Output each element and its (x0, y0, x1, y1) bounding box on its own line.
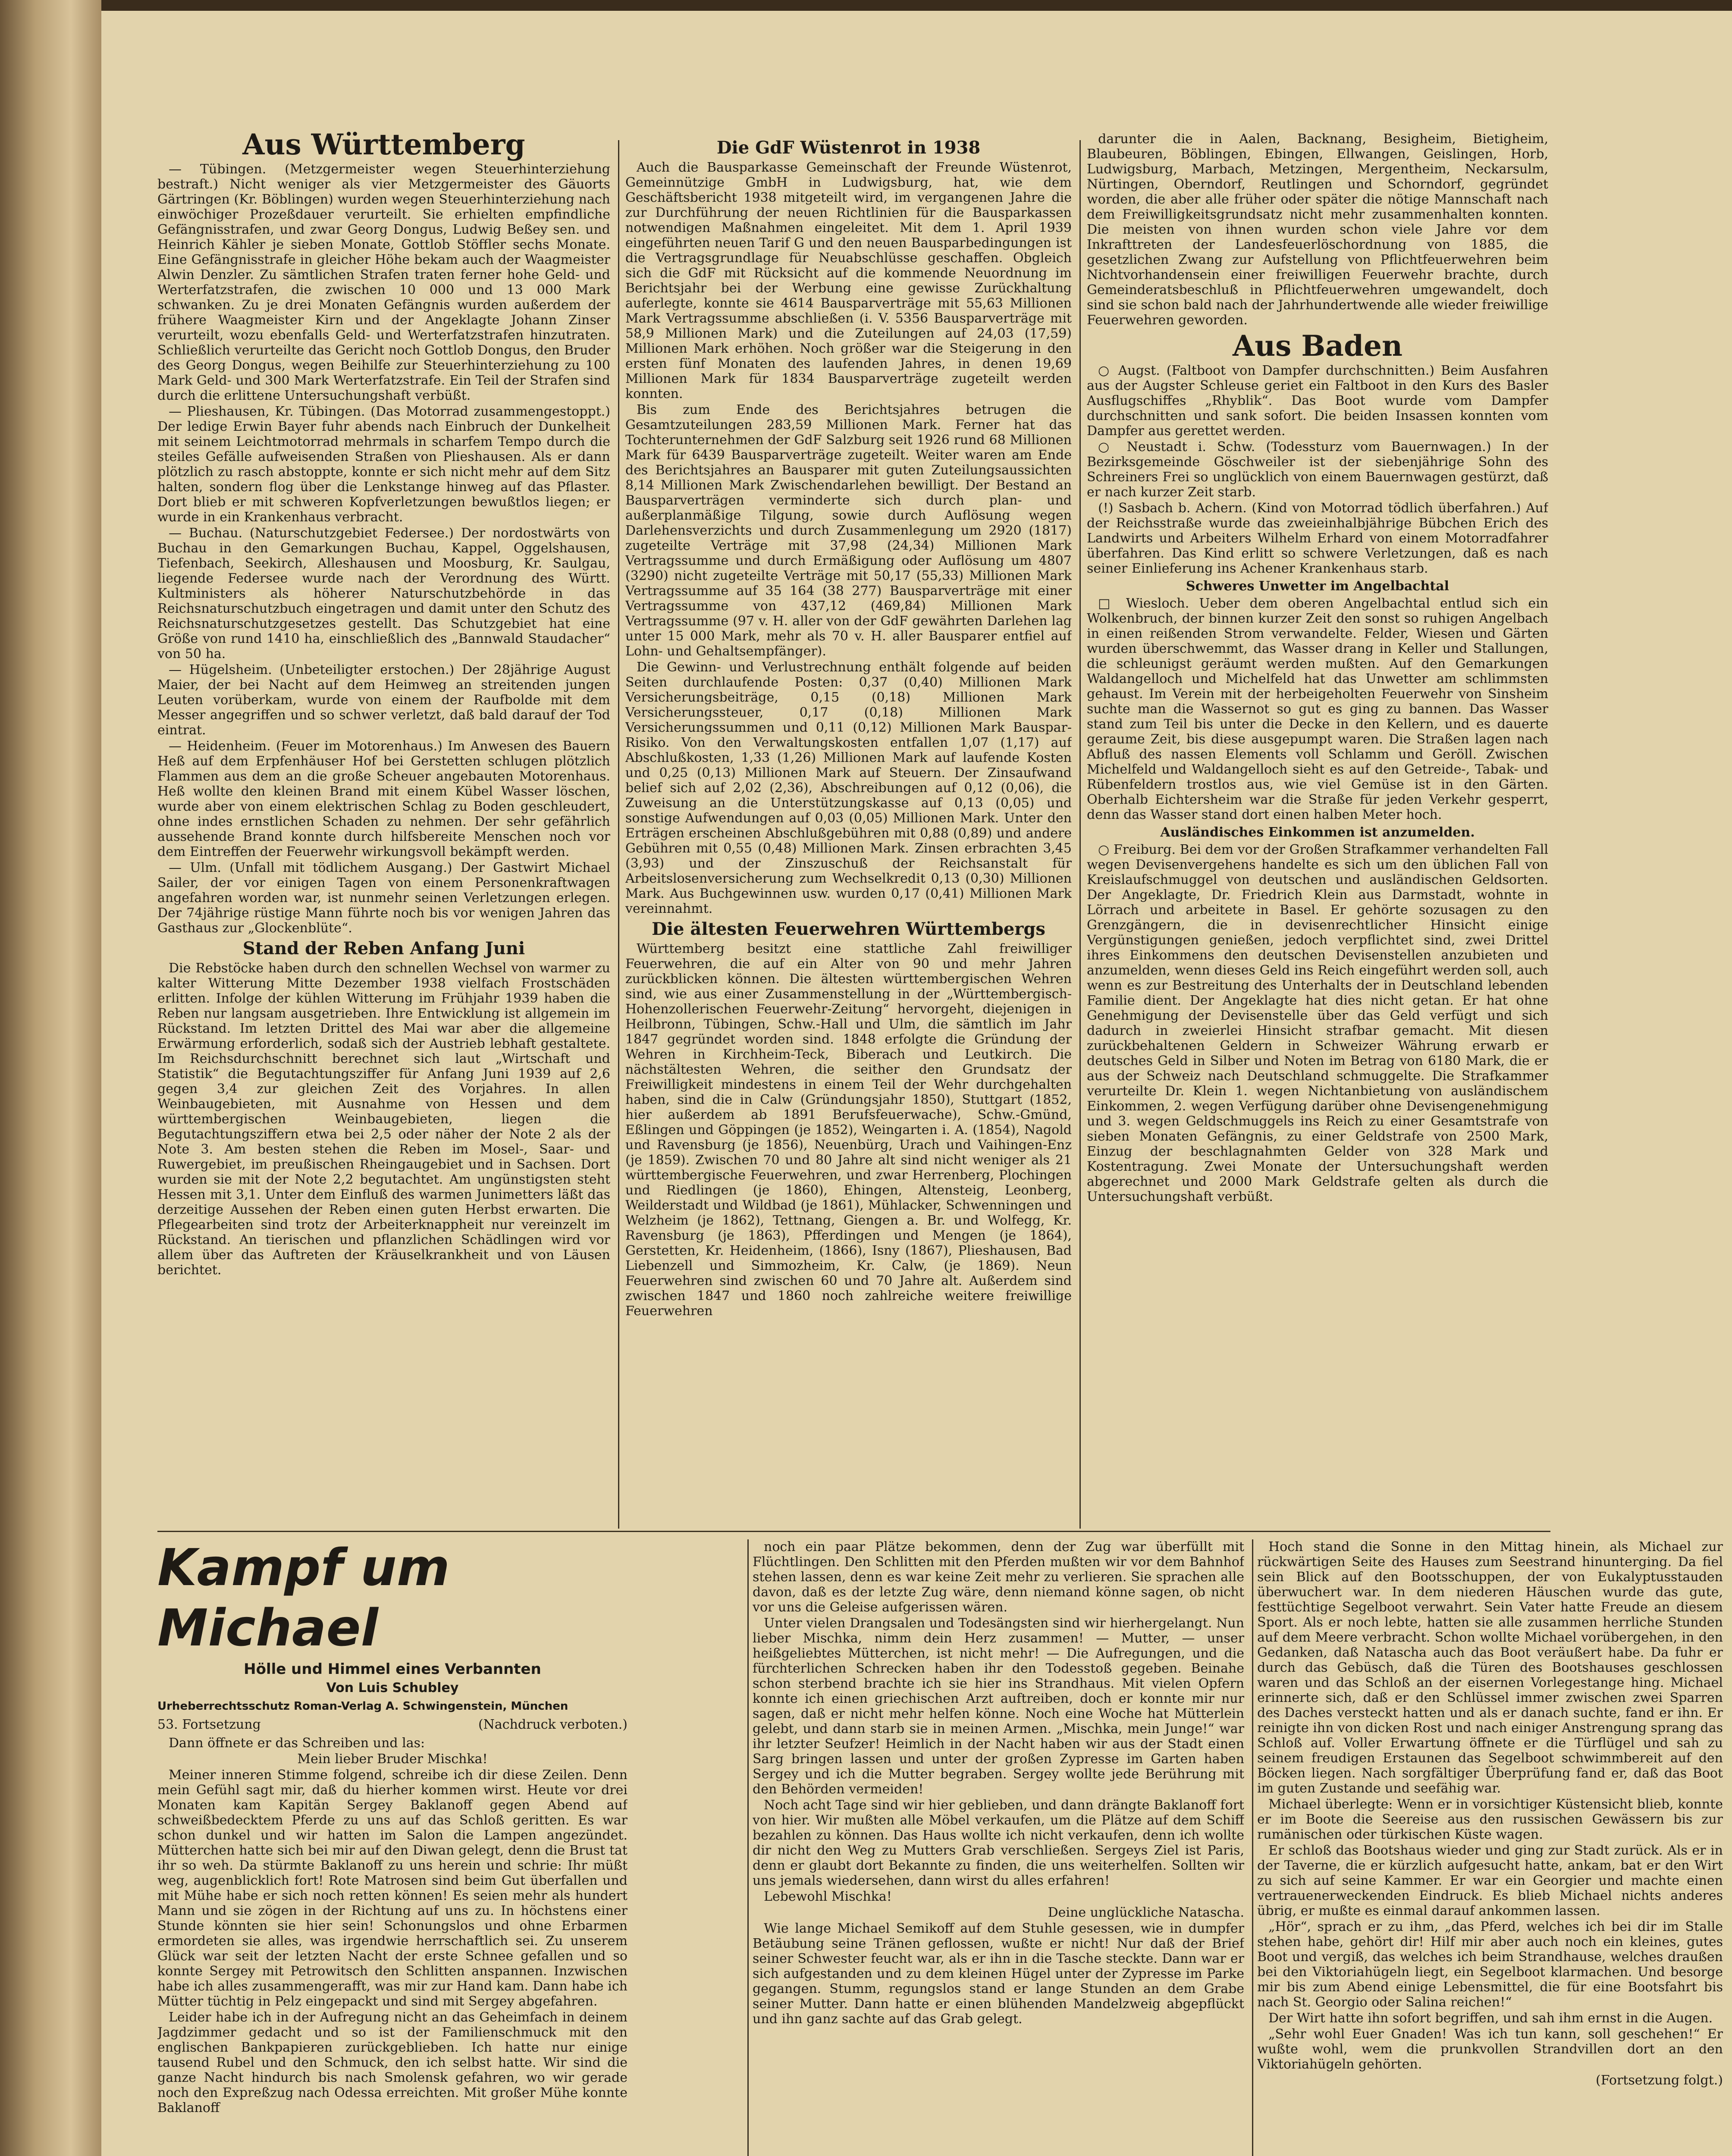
column-wuestenrot (625, 136, 1072, 1524)
article-title: Ausländisches Einkommen ist anzumelden. (1160, 825, 1475, 840)
installment-number: 53. Fortsetzung (157, 1717, 261, 1732)
serial-paragraph: Wie lange Michael Semikoff auf dem Stuhle gesessen, wie in dumpfer Betäubung seine Tränen geflossen, wußte er nicht! Nur daß der Brief seiner Schwester feucht war, als er ihn in die Tasche steckte. Dann war er sich aufgestanden und zu dem kleinen Hügel unter der Zypresse im Parke gegangen. Stumm, regungslos stand er lange Stunden an dem Grabe seiner Mutter. Dann hatte er einen blühenden Mandelzweig abgepflückt und ihn ganz sachte auf das Grab gelegt. (753, 1921, 1244, 2027)
article: — Plieshausen, Kr. Tübingen. (Das Motorrad zusammengestoppt.) Der ledige Erwin Bayer fuhr abends nach Einbruch der Dunkelheit mit seinem Leichtmotorrad mehrmals in scharfem Tempo durch die steiles Gefälle aufweisenden Straßen von Plieshausen. Als er dann plötzlich zu rasch abstoppte, konnte er sich nicht mehr auf dem Sitz halten, sondern flog über die Lenkstange hinweg auf das Pflaster. Dort blieb er mit schweren Kopfverletzungen bewußtlos liegen; er wurde in ein Krankenhaus verbracht. (157, 404, 610, 525)
article: — Ulm. (Unfall mit tödlichem Ausgang.) Der Gastwirt Michael Sailer, der vor einigen Tagen von einem Personenkraftwagen angefahren worden war, ist nunmehr seinen Verletzungen erlegen. Der 74jährige rüstige Mann führte noch bis vor wenigen Jahren das Gasthaus zur „Glockenblüte“. (157, 860, 610, 936)
article: (!) Sasbach b. Achern. (Kind von Motorrad tödlich überfahren.) Auf der Reichsstraße wurde das zweieinhalbjährige Bübchen Erich des Landwirts und Arbeiters Wilhelm Erhard von einem Motorradfahrer überfahren. Das Kind erlitt so schwere Verletzungen, daß es nach seiner Einlieferung ins Achener Krankenhaus starb. (1087, 501, 1548, 576)
article-title: Stand der Reben Anfang Juni (242, 938, 525, 959)
reprint-notice: (Nachdruck verboten.) (478, 1717, 628, 1732)
section-title: Aus Württemberg (242, 128, 525, 161)
serial-paragraph: Michael überlegte: Wenn er in vorsichtiger Küstensicht blieb, konnte er im Boote die Seereise aus den russischen Gewässern bis zur rumänischen oder türkischen Küste wagen. (1257, 1797, 1723, 1842)
article: Bis zum Ende des Berichtsjahres betrugen die Gesamtzuteilungen 283,59 Millionen Mark. Ferner hat das Tochterunternehmen der GdF Salzburg seit 1926 rund 68 Millionen Mark für 6439 Bausparverträge zugeteilt. Weiter waren am Ende des Berichtsjahres an Bausparer mit guten Zuteilungsaussichten 8,14 Millionen Mark Zwischendarlehen bewilligt. Der Bestand an Bausparverträgen verminderte sich durch plan- und außerplanmäßige Tilgung, sowie durch Auflösung wegen Darlehensverzichts und durch Zusammenlegung um 2920 (1817) zugeteilte Verträge mit 37,98 (24,34) Millionen Mark Vertragssumme und durch Ermäßigung oder Auflösung um 4807 (3290) nicht zugeteilte Verträge mit 50,17 (55,33) Millionen Mark Vertragssumme auf 35 164 (38 277) Bausparverträge mit einer Vertragssumme von 437,12 (469,84) Millionen Mark Vertragssumme (97 v. H. aller von der GdF gewährten Darlehen lag unter 15 000 Mark, mehr als 70 v. H. aller Bausparer entfiel auf Lohn- und Gehaltsempfänger). (625, 402, 1072, 659)
column-rule (618, 140, 619, 1529)
letter-signature: Deine unglückliche Natascha. (1048, 1905, 1244, 1920)
article-title: Die GdF Wüstenrot in 1938 (716, 138, 981, 158)
article-title: Schweres Unwetter im Angelbachtal (1186, 579, 1450, 594)
serial-paragraph: „Sehr wohl Euer Gnaden! Was ich tun kann, soll geschehen!“ Er wußte wohl, wem die prunkvollen Strandvillen dort an den Viktoriahügeln gehörten. (1257, 2027, 1723, 2072)
serial-author: Von Luis Schubley (326, 1680, 459, 1695)
column-rule (1079, 140, 1081, 1529)
column-rule (747, 1539, 749, 2156)
section-title: Aus Baden (1232, 329, 1403, 363)
serial-title: Kampf um Michael (157, 1538, 450, 1658)
serial-paragraph: „Hör“, sprach er zu ihm, „das Pferd, welches ich bei dir im Stalle stehen habe, gehört dir! Hilf mir aber auch noch ein kleines, gutes Boot und vergiß, das welches ich beim Strandhause, welches draußen bei den Viktoriahügeln liegt, ein Segelboot klarmachen. Und besorge mir bis zum Abend einige Lebensmittel, die für eine Bootsfahrt bis nach St. Georgio oder Salina reichen!“ (1257, 1919, 1723, 2010)
article: — Heidenheim. (Feuer im Motorenhaus.) Im Anwesen des Bauern Heß auf dem Erpfenhäuser Hof bei Gerstetten schlugen plötzlich Flammen aus dem an die große Scheuer angebauten Motorenhaus. Heß wollte den kleinen Brand mit einem Kübel Wasser löschen, wurde aber von einem elektrischen Schlag zu Boden geschleudert, ohne indes ernstlichen Schaden zu nehmen. Der sehr gefährlich aussehende Brand konnte durch hilfsbereite Menschen noch vor dem Eintreffen der Feuerwehr wirkungsvoll bekämpft werden. (157, 739, 610, 859)
article: ○ Augst. (Faltboot von Dampfer durchschnitten.) Beim Ausfahren aus der Augster Schleuse geriet ein Faltboot in den Kurs des Basler Ausflugschiffes „Rhyblik“. Das Boot wurde vom Dampfer durchschnitten und sank sofort. Die beiden Insassen konnten vom Dampfer aus gerettet werden. (1087, 363, 1548, 439)
section-divider (157, 1531, 1550, 1532)
article: □ Wiesloch. Ueber dem oberen Angelbachtal entlud sich ein Wolkenbruch, der binnen kurzer Zeit den sonst so ruhigen Angelbach in einen reißenden Strom verwandelte. Felder, Wiesen und Gärten wurden überschwemmt, das Wasser drang in Keller und Stallungen, die schleunigst geräumt werden mußten. Auf den Gemarkungen Waldangelloch und Michelfeld hat das Unwetter am schlimmsten gehaust. Im Verein mit der herbeigeholten Feuerwehr von Sinsheim suchte man die Wassernot so gut es ging zu bannen. Das Wasser stand zum Teil bis unter die Decke in den Kellern, und es dauerte geraume Zeit, bis diese ausgepumpt waren. Die Straßen lagen nach Abfluß des nassen Elements voll Schlamm und Geröll. Zwischen Michelfeld und Waldangelloch sieht es auf den Getreide-, Tabak- und Rübenfeldern trostlos aus, wie viel Gemüse ist in den Gärten. Oberhalb Eichtersheim war die Straße für jeden Verkehr gesperrt, denn das Wasser stand dort einen halben Meter hoch. (1087, 596, 1548, 822)
column-rule (1252, 1539, 1253, 2156)
letter-closing: Lebewohl Mischka! (764, 1889, 892, 1904)
serial-paragraph: Noch acht Tage sind wir hier geblieben, und dann drängte Baklanoff fort von hier. Wir mußten alle Möbel verkaufen, um die Plätze auf dem Schiff bezahlen zu können. Das Haus wollte ich nicht verkaufen, denn ich wollte dir nicht den Weg zu Mutters Grab verschließen. Sergeys Ziel ist Paris, denn er glaubt dort Bekannte zu finden, die uns weiterhelfen. Sollten wir uns jemals wiedersehen, dann wirst du alles erfahren! (753, 1798, 1244, 1888)
article: — Hügelsheim. (Unbeteiligter erstochen.) Der 28jährige August Maier, der bei Nacht auf dem Heimweg an streitenden jungen Leuten vorüberkam, wurde von einem der Raufbolde mit dem Messer angegriffen und so schwer verletzt, daß bald darauf der Tod eintrat. (157, 662, 610, 738)
article: darunter die in Aalen, Backnang, Besigheim, Bietigheim, Blaubeuren, Böblingen, Ebingen, Ellwangen, Geislingen, Horb, Ludwigsburg, Marbach, Metzingen, Mergentheim, Neckarsulm, Nürtingen, Oberndorf, Reutlingen und Schorndorf, gegründet worden, die aber alle früher oder später die nötige Mannschaft nach dem Freiwilligkeitsgrundsatz nicht mehr zusammenhalten konnten. Die meisten von ihnen wurden schon viele Jahre vor dem Inkrafttreten der Landesfeuerlöschordnung von 1885, die gesetzlichen Zwang zur Aufstellung von Pflichtfeuerwehren beim Nichtvorhandensein einer freiwilligen Feuerwehr brachte, durch Gemeinderatsbeschluß in Pflichtfeuerwehren umgewandelt, doch sind sie schon bald nach der Jahrhundertwende alle wieder freiwillige Feuerwehren geworden. (1087, 132, 1548, 328)
serial-paragraph: Leider habe ich in der Aufregung nicht an das Geheimfach in deinem Jagdzimmer gedacht und so ist der Familienschmuck mit den englischen Bankpapieren zurückgeblieben. Ich hatte nur einige tausend Rubel und den Schmuck, den ich selbst hatte. Wir sind die ganze Nacht hindurch bis nach Smolensk gefahren, wo wir gerade noch den Expreßzug nach Odessa erreichten. Mit großer Mühe konnte Baklanoff (157, 2010, 628, 2115)
serial-publisher: Urheberrechtsschutz Roman-Verlag A. Schwingenstein, München (157, 1700, 568, 1713)
article: — Tübingen. (Metzgermeister wegen Steuerhinterziehung bestraft.) Nicht weniger als vier Metzgermeister des Gäuorts Gärtringen (Kr. Böblingen) wurden wegen Steuerhinterziehung nach einwöchiger Prozeßdauer verurteilt. Sie erhielten empfindliche Gefängnisstrafen, und zwar Georg Dongus, Ludwig Beßey sen. und Heinrich Kähler je sieben Monate, Gottlob Stöffler sechs Monate. Eine Gefängnisstrafe in gleicher Höhe bekam auch der Waagmeister Alwin Denzler. Zu sämtlichen Strafen traten ferner hohe Geld- und Werterfatzstrafen, die zwischen 10 000 und 13 000 Mark schwanken. Zu je drei Monaten Gefängnis wurden außerdem der frühere Waagmeister Kirn und der Angeklagte Johann Zinser verurteilt, wozu ebenfalls Geld- und Werterfatzstrafen hinzutraten. Schließlich verurteilte das Gericht noch Gottlob Dongus, den Bruder des Georg Dongus, wegen Beihilfe zur Steuerhinterziehung zu 100 Mark Geld- und 300 Mark Werterfatzstrafe. Ein Teil der Strafen sind durch die erlittene Untersuchungshaft verbüßt. (157, 162, 610, 403)
serial-paragraph: Hoch stand die Sonne in den Mittag hinein, als Michael zur rückwärtigen Seite des Hauses zum Seestrand hinunterging. Da fiel sein Blick auf den Bootsschuppen, der von Eukalyptusstauden überwuchert war. In dem niederen Häuschen wurde das gute, festtüchtige Segelboot verwahrt. Sein Vater hatte Freude an diesem Sport. Als er noch lebte, hatten sie alle zusammen herrliche Stunden auf dem Meere verbracht. Schon wollte Michael vorübergehen, in den Gedanken, daß Natascha auch das Boot veräußert habe. Da fuhr er durch das Gebüsch, daß die Türen des Bootshauses geschlossen waren und das Schloß an der eisernen Vorlegestange hing. Michael erinnerte sich, daß er den Schlüssel immer zwischen zwei Sparren des Daches versteckt hatten und als er danach suchte, fand er ihn. Er reinigte ihn von dicken Rost und nach einiger Anstrengung sprang das Schloß auf. Voller Erwartung öffnete er die Türflügel und sah zu seinem freudigen Erstaunen das Segelboot schwimmbereit auf den Böcken liegen. Nach sorgfältiger Überprüfung fand er, daß das Boot im guten Zustande und seefähig war. (1257, 1539, 1723, 1796)
serial-paragraph: Der Wirt hatte ihn sofort begriffen, und sah ihm ernst in die Augen. (1268, 2011, 1713, 2026)
article: Württemberg besitzt eine stattliche Zahl freiwilliger Feuerwehren, die auf ein Alter von 90 und mehr Jahren zurückblicken können. Die ältesten württembergischen Wehren sind, wie aus einer Zusammenstellung in der „Württembergisch-Hohenzollerischen Feuerwehr-Zeitung“ hervorgeht, diejenigen in Heilbronn, Tübingen, Schw.-Hall und Ulm, die sämtlich im Jahr 1847 gegründet worden sind. 1848 erfolgte die Gründung der Wehren in Kirchheim-Teck, Biberach und Leutkirch. Die nächstältesten Wehren, die seither den Grundsatz der Freiwilligkeit mindestens in einem Teil der Wehr durchgehalten haben, sind die in Calw (Gründungsjahr 1850), Stuttgart (1852, hier außerdem ab 1891 Berufsfeuerwache), Schw.-Gmünd, Eßlingen und Göppingen (je 1852), Weingarten i. A. (1854), Nagold und Ravensburg (je 1856), Neuenbürg, Urach und Vaihingen-Enz (je 1859). Zwischen 70 und 80 Jahre alt sind nicht weniger als 21 württembergische Feuerwehren, und zwar Herrenberg, Plochingen und Riedlingen (je 1860), Ehingen, Altensteig, Leonberg, Weilderstadt und Wildbad (je 1861), Mühlacker, Schwenningen und Welzheim (je 1862), Tettnang, Giengen a. Br. und Wolfegg, Kr. Ravensburg (je 1863), Pfferdingen und Mengen (je 1864), Gerstetten, Kr. Heidenheim, (1866), Isny (1867), Plieshausen, Bad Liebenzell und Simmozheim, Kr. Calw, (je 1869). Neun Feuerwehren sind zwischen 60 und 70 Jahre alt. Außerdem sind zwischen 1847 und 1860 noch zahlreiche weitere freiwillige Feuerwehren (625, 941, 1072, 1319)
article-title: Die ältesten Feuerwehren Württembergs (652, 919, 1045, 939)
continued-notice: (Fortsetzung folgt.) (1596, 2073, 1723, 2088)
column-baden (1087, 132, 1548, 1524)
article: Die Rebstöcke haben durch den schnellen Wechsel von warmer zu kalter Witterung Mitte Dezember 1938 vielfach Frostschäden erlitten. Infolge der kühlen Witterung im Frühjahr 1939 haben die Reben nur langsam ausgetrieben. Ihre Entwicklung ist allgemein im Rückstand. Im letzten Drittel des Mai war aber die allgemeine Erwärmung erforderlich, sodaß sich der Austrieb lebhaft gestaltete. Im Reichsdurchschnitt berechnet sich laut „Wirtschaft und Statistik“ die Begutachtungsziffer für Anfang Juni 1939 auf 2,6 gegen 3,4 zur gleichen Zeit des Vorjahres. In allen Weinbaugebieten, mit Ausnahme von Hessen und dem württembergischen Weinbaugebieten, liegen die Begutachtungsziffern etwa bei 2,5 oder näher der Note 2 als der Note 3. Am besten stehen die Reben im Mosel-, Saar- und Ruwergebiet, im preußischen Rheingaugebiet und in Sachsen. Dort wurden sie mit der Note 2,2 begutachtet. Am ungünstigsten steht Hessen mit 3,1. Unter dem Einfluß des warmen Junimetters läßt das derzeitige Aussehen der Reben einen guten Herbst erwarten. Die Pflegearbeiten sind trotz der Arbeiterknappheit nur vereinzelt im Rückstand. An tierischen und pflanzlichen Schädlingen wird vor allem über das Auftreten der Kräuselkrankheit und von Läusen berichtet. (157, 961, 610, 1278)
serial-column-3 (1257, 1539, 1723, 2156)
serial-column-1 (157, 1537, 628, 2156)
serial-paragraph: Dann öffnete er das Schreiben und las: (169, 1736, 425, 1751)
serial-paragraph: Er schloß das Bootshaus wieder und ging zur Stadt zurück. Als er in der Taverne, die er kürzlich aufgesucht hatte, ankam, bat er den Wirt zu sich auf seine Kammer. Er war ein Georgier und machte einen vertrauenerweckenden Eindruck. Es blieb Michael nichts anderes übrig, er mußte es einmal darauf ankommen lassen. (1257, 1843, 1723, 1918)
serial-paragraph: Unter vielen Drangsalen und Todesängsten sind wir hierhergelangt. Nun lieber Mischka, nimm dein Herz zusammen! — Mutter, — unser heißgeliebtes Mütterchen, ist nicht mehr! — Die Aufregungen, und die fürchterlichen Schrecken haben ihr den Todesstoß gegeben. Beinahe schon sterbend brachte ich sie hier ins Strandhaus. Mit vielen Opfern konnte ich einen griechischen Arzt auftreiben, doch er konnte mir nur sagen, daß er nicht mehr helfen könne. Noch eine Woche hat Mütterlein gelebt, und dann starb sie in meinen Armen. „Mischka, mein Junge!“ war ihr letzter Seufzer! Heimlich in der Nacht haben wir aus der Stadt einen Sarg bringen lassen und unter der großen Zypresse im Garten haben Sergey und ich die Mutter begraben. Sergey wollte jede Berührung mit den Behörden vermeiden! (753, 1616, 1244, 1797)
serial-column-2 (753, 1539, 1244, 2156)
serial-subtitle: Hölle und Himmel eines Verbannten (244, 1661, 541, 1678)
article: ○ Neustadt i. Schw. (Todessturz vom Bauernwagen.) In der Bezirksgemeinde Göschweiler ist der siebenjährige Sohn des Schreiners Frei so unglücklich von einem Bauernwagen gestürzt, daß er nach kurzer Zeit starb. (1087, 439, 1548, 500)
serial-paragraph: noch ein paar Plätze bekommen, denn der Zug war überfüllt mit Flüchtlingen. Den Schlitten mit den Pferden mußten wir vor dem Bahnhof stehen lassen, denn es war keine Zeit mehr zu verlieren. Sie sprachen alle davon, daß es der letzte Zug wäre, denn niemand könne sagen, ob nicht vor uns die Geleise aufgerissen wären. (753, 1539, 1244, 1615)
letter-salutation: Mein lieber Bruder Mischka! (297, 1752, 488, 1767)
book-binding (0, 0, 101, 2156)
newspaper-page (101, 11, 1732, 2156)
article-list (157, 162, 610, 936)
installment-line (157, 1717, 628, 1732)
column-wuerttemberg (157, 127, 610, 1524)
serial-paragraph: Meiner inneren Stimme folgend, schreibe ich dir diese Zeilen. Denn mein Gefühl sagt mir, daß du hierher kommen wirst. Heute vor drei Monaten kam Kapitän Sergey Baklanoff gegen Abend auf schweißbedecktem Pferde zu uns auf das Schloß geritten. Es war schon dunkel und wir hatten im Salon die Lampen angezündet. Mütterchen hatte sich bei mir auf den Diwan gelegt, denn die Brust tat ihr so weh. Da stürmte Baklanoff zu uns herein und schrie: Ihr müßt weg, augenblicklich fort! Rote Matrosen sind beim Gut überfallen und mit Mühe habe er sich noch retten können! Es seien mehr als hundert Mann und sie zögen in der Richtung auf uns zu. In höchstens einer Stunde könnten sie hier sein! Schonungslos und ohne Erbarmen ermordeten sie alles, was irgendwie herrschaftlich sei. Zu unserem Glück war seit der letzten Nacht der erste Schnee gefallen und so konnte Sergey mit Petrowitsch den Schlitten anspannen. Inzwischen habe ich alles zusammengerafft, was mir zur Hand kam. Dann habe ich Mütter tüchtig in Pelz eingepackt und sind mit Sergey abgefahren. (157, 1767, 628, 2009)
article: ○ Freiburg. Bei dem vor der Großen Strafkammer verhandelten Fall wegen Devisenvergehens handelte es sich um den üblichen Fall von Kreislaufschmuggel von deutschen und ausländischen Geldsorten. Der Angeklagte, Dr. Friedrich Klein aus Darmstadt, wohnte in Lörrach und arbeitete in Basel. Er gehörte sozusagen zu den Grenzgängern, die in devisenrechtlicher Hinsicht einige Vergünstigungen genießen, jedoch verpflichtet sind, zwei Drittel ihres Einkommens den deutschen Devisenstellen anzubieten und anzumelden, wenn dieses Geld ins Reich eingeführt werden soll, auch wenn es zur Bestreitung des Unterhalts der in Deutschland lebenden Familie dient. Der Angeklagte hat dies nicht getan. Er hat ohne Genehmigung der Devisenstelle über das Geld verfügt und sich dadurch in zweierlei Hinsicht strafbar gemacht. Mit diesen zurückbehaltenen Geldern in Schweizer Währung erwarb er deutsches Geld in Silber und Noten im Betrag von 6180 Mark, die er aus der Schweiz nach Deutschland schmuggelte. Die Strafkammer verurteilte Dr. Klein 1. wegen Nichtanbietung von ausländischem Einkommen, 2. wegen Verfügung darüber ohne Devisengenehmigung und 3. wegen Geldschmuggels ins Reich zu einer Gesamtstrafe von sieben Monaten Gefängnis, zu einer Geldstrafe von 2500 Mark, Einzug der beschlagnahmten Gelder von 328 Mark und Kostentragung. Zwei Monate der Untersuchungshaft werden abgerechnet und 2000 Mark Geldstrafe gelten als durch die Untersuchungshaft verbüßt. (1087, 842, 1548, 1204)
article: — Buchau. (Naturschutzgebiet Federsee.) Der nordostwärts von Buchau in den Gemarkungen Buchau, Kappel, Oggelshausen, Tiefenbach, Seekirch, Alleshausen und Moosburg, Kr. Saulgau, liegende Federsee wurde nach der Verordnung des Württ. Kultministers als höherer Naturschutzbehörde in das Reichsnaturschutzbuch eingetragen und damit unter den Schutz des Reichsnaturschutzgesetzes gestellt. Das Schutzgebiet hat eine Größe von rund 1410 ha, einschließlich des „Bannwald Staudacher“ von 50 ha. (157, 526, 610, 661)
article: Die Gewinn- und Verlustrechnung enthält folgende auf beiden Seiten durchlaufende Posten: 0,37 (0,40) Millionen Mark Versicherungsbeiträge, 0,15 (0,18) Millionen Mark Versicherungssteuer, 0,17 (0,18) Millionen Mark Versicherungssummen und 0,11 (0,12) Millionen Mark Bauspar-Risiko. Von den Verwaltungskosten entfallen 1,07 (1,17) auf Abschlußkosten, 1,33 (1,26) Millionen Mark auf laufende Kosten und 0,25 (0,13) Millionen Mark auf Steuern. Der Zinsaufwand belief sich auf 2,02 (2,36), Abschreibungen auf 0,12 (0,06), die Zuweisung an die Unterstützungskasse auf 0,13 (0,05) und sonstige Aufwendungen auf 0,03 (0,05) Millionen Mark. Unter den Erträgen erscheinen Abschlußgebühren mit 0,88 (0,89) und andere Gebühren mit 0,55 (0,48) Millionen Mark. Zinsen erbrachten 3,45 (3,93) und der Zinszuschuß der Reichsanstalt für Arbeitslosenversicherung zum Wechselkredit 0,13 (0,30) Millionen Mark. Aus Buchgewinnen usw. wurden 0,17 (0,41) Millionen Mark vereinnahmt. (625, 660, 1072, 916)
article: Auch die Bausparkasse Gemeinschaft der Freunde Wüstenrot, Gemeinnützige GmbH in Ludwigsburg, hat, wie dem Geschäftsbericht 1938 mitgeteilt wird, im vergangenen Jahre die zur Durchführung der neuen Richtlinien für die Bausparkassen notwendigen Maßnahmen eingeleitet. Mit dem 1. April 1939 eingeführten neuen Tarif G und den neuen Bausparbedingungen ist die Vertragsgrundlage für Neuabschlüsse geschaffen. Obgleich sich die GdF mit Rücksicht auf die kommende Neuordnung im Berichtsjahr bei der Werbung eine gewisse Zurückhaltung auferlegte, konnte sie 4614 Bausparverträge mit 55,63 Millionen Mark Vertragssumme abschließen (i. V. 5356 Bausparverträge mit 58,9 Millionen Mark) und die Zuteilungen auf 24,03 (17,59) Millionen Mark erhöhen. Noch größer war die Steigerung in den ersten fünf Monaten des laufenden Jahres, in denen 19,69 Millionen Mark für 1834 Bausparverträge zugeteilt werden konnten. (625, 160, 1072, 401)
